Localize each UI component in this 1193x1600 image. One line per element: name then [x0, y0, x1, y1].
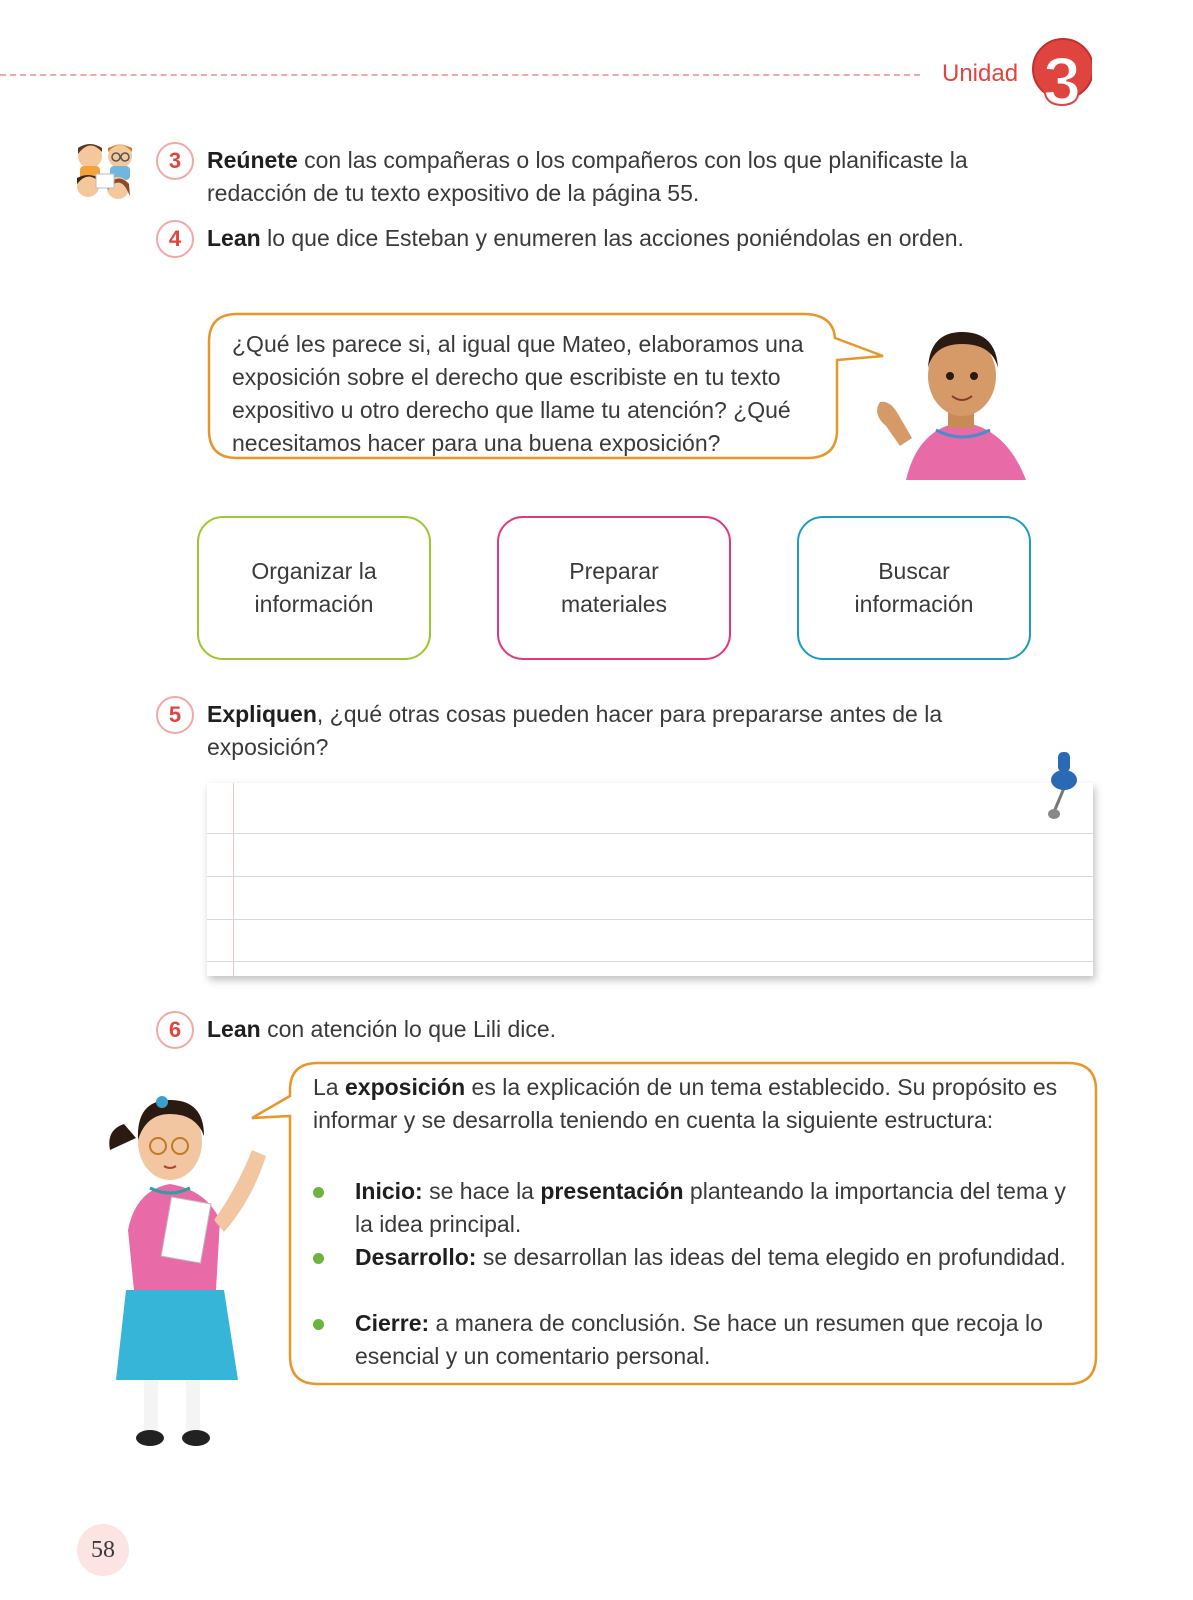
answer-notebook-area[interactable] [207, 783, 1093, 976]
notebook-line [207, 833, 1093, 834]
item-number-3: 3 [156, 142, 194, 180]
notebook-margin-line [233, 783, 234, 976]
item-number-5: 5 [156, 696, 194, 734]
item-5-text: Expliquen, ¿qué otras cosas pueden hacer para prepararse antes de la exposición? [207, 701, 943, 760]
unit-number-badge [1030, 36, 1092, 116]
item-number-6: 6 [156, 1011, 194, 1049]
notebook-line [207, 961, 1093, 962]
bullet-dot-icon [313, 1187, 324, 1198]
group-work-icon [72, 138, 140, 204]
item-number-4: 4 [156, 220, 194, 258]
notebook-line [207, 876, 1093, 877]
item-6-text: Lean con atención lo que Lili dice. [207, 1016, 557, 1042]
item-3-text: Reúnete con las compañeras o los compañeros con los que planificaste la redacción de tu texto expositivo de la página 55. [207, 147, 968, 206]
unit-number: 3 [1043, 43, 1081, 116]
page-number: 58 [77, 1524, 129, 1576]
unit-label: Unidad [942, 60, 1019, 87]
card-preparar-materiales: Preparar materiales [497, 516, 731, 660]
pushpin-icon [1044, 748, 1084, 824]
exposicion-definition: La exposición es la explicación de un tema establecido. Su propósito es informar y se desarrolla teniendo en cuenta la siguiente estructura: [313, 1074, 1058, 1133]
header-dashed-line [0, 74, 920, 76]
card-buscar-informacion: Buscar información [797, 516, 1031, 660]
boy-esteban-illustration [866, 318, 1066, 480]
card-organizar-informacion: Organizar la información [197, 516, 431, 660]
speech-bubble-1-text: ¿Qué les parece si, al igual que Mateo, elaboramos una exposición sobre el derecho que escribiste en tu texto expositivo u otro derecho que llame tu atención? ¿Qué necesitamos hacer para una buena exposición? [232, 331, 804, 456]
notebook-line [207, 919, 1093, 920]
girl-lili-illustration [106, 1080, 286, 1460]
item-4-text: Lean lo que dice Esteban y enumeren las acciones poniéndolas en orden. [207, 225, 964, 251]
bullet-dot-icon [313, 1253, 324, 1264]
bullet-dot-icon [313, 1319, 324, 1330]
